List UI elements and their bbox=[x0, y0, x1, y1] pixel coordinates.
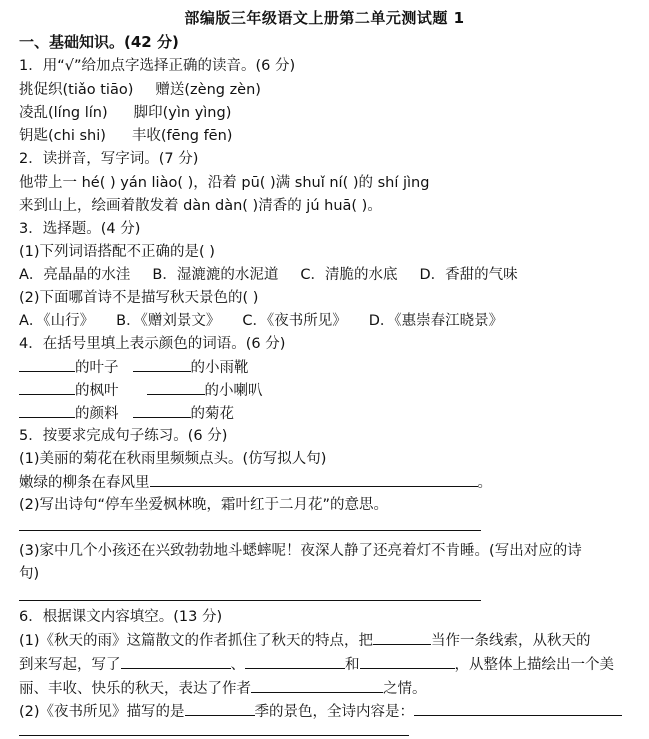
q1-item: 丰收(fēng fēn) bbox=[131, 128, 233, 144]
question-2-heading: 2．读拼音，写字词。(7 分) bbox=[19, 151, 199, 167]
q4-item: 的菊花 bbox=[190, 406, 234, 422]
answer-line[interactable] bbox=[19, 530, 481, 531]
q5-sub-3-line-1: (3)家中几个小孩还在兴致勃勃地斗蟋蟀呢！夜深人静了还亮着灯不肯睡。(写出对应的诗 bbox=[19, 543, 582, 559]
fill-blank[interactable] bbox=[360, 653, 455, 669]
option-a: A．《山行》 bbox=[19, 313, 95, 329]
q6-text: (2)《夜书所见》描写的是 bbox=[19, 704, 185, 720]
answer-blank[interactable] bbox=[150, 471, 478, 487]
q1-item: 凌乱(líng lín) bbox=[19, 105, 108, 121]
q4-item: 的枫叶 bbox=[75, 383, 119, 399]
q6-text: 丽、丰收、快乐的秋天，表达了作者 bbox=[19, 681, 251, 697]
option-c: C．《夜书所见》 bbox=[242, 313, 347, 329]
q3-options-1 bbox=[19, 264, 518, 286]
q4-row-3 bbox=[19, 402, 234, 425]
q1-row-2 bbox=[19, 102, 231, 124]
q3-options-2 bbox=[19, 310, 503, 332]
page-title: 部编版三年级语文上册第二单元测试题 1 bbox=[184, 9, 465, 27]
q5-sub-1-answer bbox=[19, 471, 492, 494]
question-4-heading: 4．在括号里填上表示颜色的词语。(6 分) bbox=[19, 336, 286, 352]
q4-item: 的小喇叭 bbox=[204, 383, 263, 399]
q6-text: 到来写起，写了 bbox=[19, 657, 121, 673]
q6-text: (1)《秋天的雨》这篇散文的作者抓住了秋天的特点，把 bbox=[19, 633, 374, 649]
q4-item: 的颜料 bbox=[75, 406, 119, 422]
q1-item: 脚印(yìn yìng) bbox=[133, 105, 232, 121]
q1-item: 赠送(zèng zèn) bbox=[155, 82, 261, 98]
q2-line-1: 他带上一 hé( ) yán liào( )，沿着 pū( )满 shuǐ ní( )的 shí jìng bbox=[19, 175, 430, 191]
answer-line[interactable] bbox=[19, 600, 481, 601]
section-heading: 一、基础知识。(42 分) bbox=[19, 33, 179, 51]
fill-blank[interactable] bbox=[133, 402, 191, 418]
fill-blank[interactable] bbox=[133, 356, 191, 372]
fill-blank[interactable] bbox=[19, 356, 75, 372]
option-d: D．香甜的气味 bbox=[419, 267, 518, 283]
period: 。 bbox=[477, 475, 492, 491]
option-a: A．亮晶晶的水洼 bbox=[19, 267, 131, 283]
option-c: C．清脆的水底 bbox=[300, 267, 398, 283]
fill-blank[interactable] bbox=[185, 700, 255, 716]
q5-sub-1: (1)美丽的菊花在秋雨里频频点头。(仿写拟人句) bbox=[19, 451, 327, 467]
q6-text: 季的景色，全诗内容是： bbox=[254, 704, 415, 720]
fill-blank[interactable] bbox=[414, 700, 622, 716]
q6-line-4 bbox=[19, 700, 622, 723]
q3-sub-2: (2)下面哪首诗不是描写秋天景色的( ) bbox=[19, 290, 259, 306]
q6-line-1 bbox=[19, 629, 591, 652]
q5-prompt: 嫩绿的柳条在春风里 bbox=[19, 475, 150, 491]
q6-text: 当作一条线索，从秋天的 bbox=[431, 633, 591, 649]
q6-line-3 bbox=[19, 677, 427, 700]
q2-line-2: 来到山上，绘画着散发着 dàn dàn( )清香的 jú huā( )。 bbox=[19, 198, 382, 214]
fill-blank[interactable] bbox=[251, 677, 383, 693]
answer-line[interactable] bbox=[19, 735, 409, 736]
q5-sub-3-line-2: 句) bbox=[19, 566, 40, 582]
option-d: D．《惠崇春江晓景》 bbox=[368, 313, 504, 329]
question-5-heading: 5．按要求完成句子练习。(6 分) bbox=[19, 428, 228, 444]
fill-blank[interactable] bbox=[19, 379, 75, 395]
q5-sub-2: (2)写出诗句“停车坐爱枫林晚，霜叶红于二月花”的意思。 bbox=[19, 497, 389, 513]
q6-text: 和 bbox=[345, 657, 360, 673]
q4-row-2 bbox=[19, 379, 263, 402]
q3-sub-1: (1)下列词语搭配不正确的是( ) bbox=[19, 244, 215, 260]
question-6-heading: 6．根据课文内容填空。(13 分) bbox=[19, 609, 223, 625]
fill-blank[interactable] bbox=[245, 653, 345, 669]
option-b: B．湿漉漉的水泥道 bbox=[152, 267, 279, 283]
q1-row-1 bbox=[19, 79, 261, 101]
q4-row-1 bbox=[19, 356, 249, 379]
question-1-heading: 1．用“√”给加点字选择正确的读音。(6 分) bbox=[19, 58, 296, 74]
q6-line-2 bbox=[19, 653, 614, 676]
q1-row-3 bbox=[19, 125, 232, 147]
q6-text: 、 bbox=[230, 657, 245, 673]
q4-item: 的小雨靴 bbox=[190, 360, 249, 376]
q6-text: ，从整体上描绘出一个美 bbox=[454, 657, 614, 673]
fill-blank[interactable] bbox=[373, 629, 431, 645]
option-b: B．《赠刘景文》 bbox=[116, 313, 221, 329]
fill-blank[interactable] bbox=[121, 653, 231, 669]
q1-item: 挑促织(tiǎo tiāo) bbox=[19, 82, 134, 98]
fill-blank[interactable] bbox=[147, 379, 205, 395]
q1-item: 钥匙(chi shi) bbox=[19, 128, 106, 144]
question-3-heading: 3．选择题。(4 分) bbox=[19, 221, 141, 237]
q4-item: 的叶子 bbox=[75, 360, 119, 376]
q6-text: 之情。 bbox=[383, 681, 427, 697]
fill-blank[interactable] bbox=[19, 402, 75, 418]
